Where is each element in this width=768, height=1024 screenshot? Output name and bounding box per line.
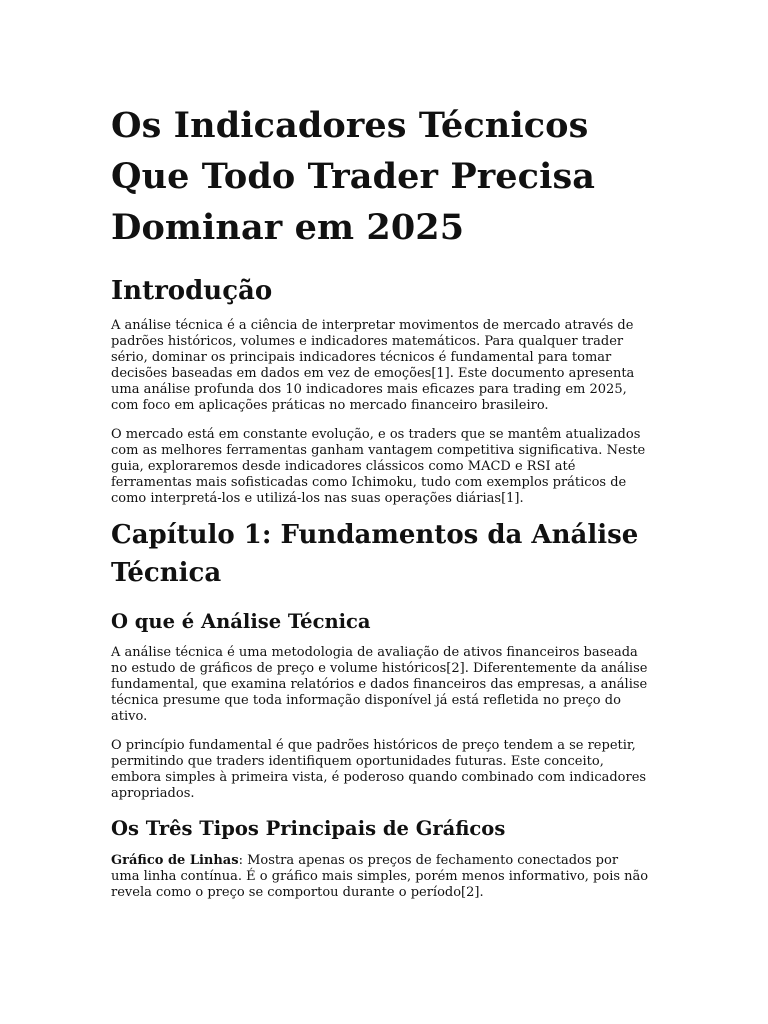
- heading-line: Técnica: [111, 558, 222, 588]
- section-types-heading: Os Três Tipos Principais de Gráficos: [111, 817, 506, 840]
- text-line: padrões históricos, volumes e indicadores matemáticos. Para qualquer trader: [111, 334, 624, 349]
- section-what-paragraph-1: [111, 645, 659, 725]
- text-line: ativo.: [111, 709, 148, 724]
- text-line: O princípio fundamental é que padrões históricos de preço tendem a se repetir,: [111, 738, 636, 753]
- text-line: no estudo de gráficos de preço e volume históricos[2]. Diferentemente da análise: [111, 661, 648, 676]
- title-line: Dominar em 2025: [111, 207, 465, 248]
- text-line: permitindo que traders identifiquem oportunidades futuras. Este conceito,: [111, 754, 604, 769]
- text-line: [111, 853, 659, 869]
- line-chart-description: : Mostra apenas os preços de fechamento conectados por: [238, 853, 619, 868]
- text-line: sério, dominar os principais indicadores técnicos é fundamental para tomar: [111, 350, 612, 365]
- text-line: como interpretá-los e utilizá-los nas suas operações diárias[1].: [111, 491, 524, 506]
- text-line: decisões baseadas em dados em vez de emoções[1]. Este documento apresenta: [111, 366, 635, 381]
- text-line: O mercado está em constante evolução, e os traders que se mantêm atualizados: [111, 427, 641, 442]
- chapter-1-heading: [111, 516, 659, 592]
- intro-heading: Introdução: [111, 276, 273, 306]
- intro-paragraph-1: [111, 318, 659, 414]
- text-line: com foco em aplicações práticas no mercado financeiro brasileiro.: [111, 398, 549, 413]
- text-line: uma análise profunda dos 10 indicadores mais eficazes para trading em 2025,: [111, 382, 627, 397]
- line-chart-paragraph: [111, 853, 659, 901]
- text-line: A análise técnica é uma metodologia de avaliação de ativos financeiros baseada: [111, 645, 638, 660]
- title-line: Os Indicadores Técnicos: [111, 105, 589, 146]
- text-line: fundamental, que examina relatórios e dados financeiros das empresas, a análise: [111, 677, 648, 692]
- text-line: uma linha contínua. É o gráfico mais simples, porém menos informativo, pois não: [111, 869, 649, 884]
- section-what-heading: O que é Análise Técnica: [111, 610, 371, 633]
- section-what-paragraph-2: [111, 738, 659, 802]
- line-chart-term: Gráfico de Linhas: [111, 853, 239, 868]
- text-line: embora simples à primeira vista, é poderoso quando combinado com indicadores: [111, 770, 647, 785]
- text-line: ferramentas mais sofisticadas como Ichimoku, tudo com exemplos práticos de: [111, 475, 627, 490]
- document-title: [111, 100, 659, 253]
- text-line: com as melhores ferramentas ganham vantagem competitiva significativa. Neste: [111, 443, 646, 458]
- text-line: revela como o preço se comportou durante o período[2].: [111, 885, 484, 900]
- text-line: técnica presume que toda informação disponível já está refletida no preço do: [111, 693, 621, 708]
- text-line: apropriados.: [111, 786, 195, 801]
- text-line: A análise técnica é a ciência de interpretar movimentos de mercado através de: [111, 318, 634, 333]
- intro-paragraph-2: [111, 427, 659, 507]
- heading-line: Capítulo 1: Fundamentos da Análise: [111, 520, 639, 550]
- text-line: guia, exploraremos desde indicadores clássicos como MACD e RSI até: [111, 459, 576, 474]
- title-line: Que Todo Trader Precisa: [111, 156, 596, 197]
